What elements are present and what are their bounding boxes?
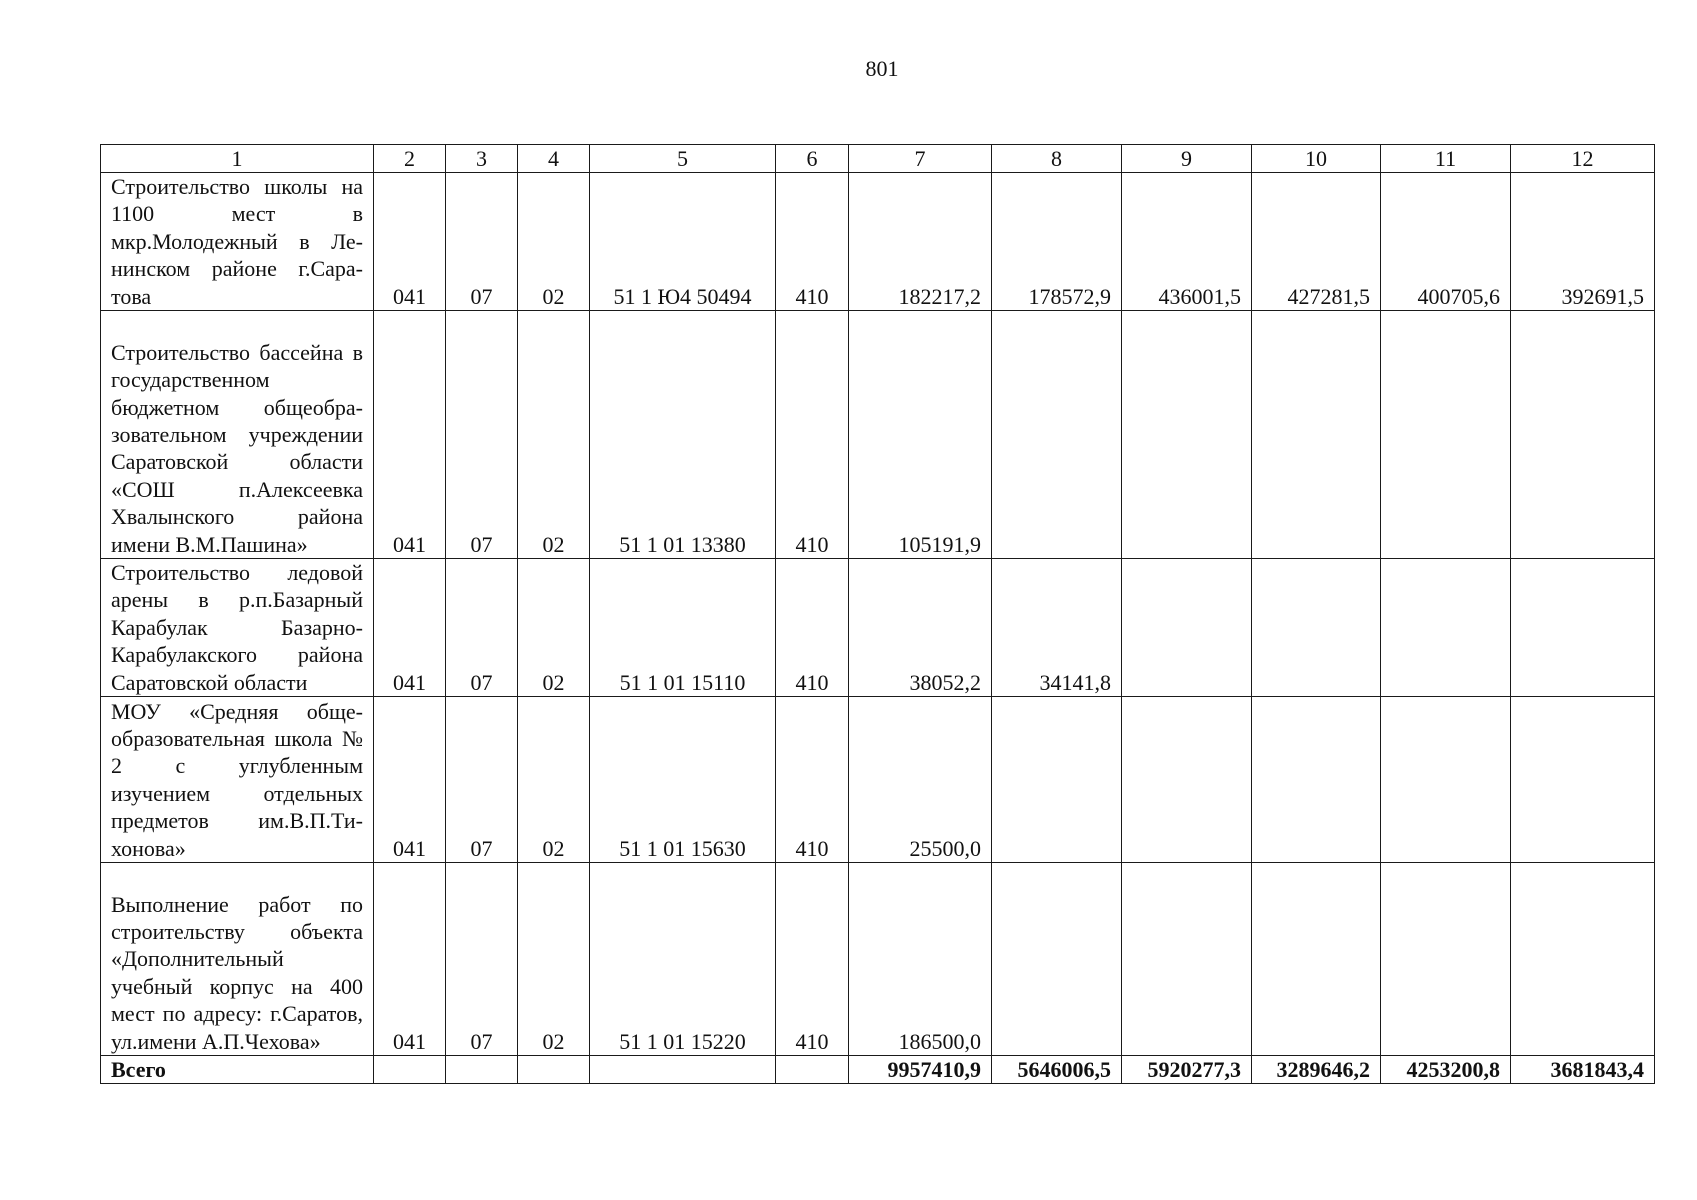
section-code-cell: 07	[446, 311, 518, 559]
object-name-cell: Строительство школы на 1100 мест в мкр.Молодежный в Ленинском районе г.Саратова	[101, 173, 374, 311]
column-header: 8	[992, 145, 1122, 173]
ministry-code-cell: 041	[374, 863, 446, 1056]
column-header: 5	[590, 145, 776, 173]
amount-cell: 427281,5	[1252, 173, 1381, 311]
amount-cell: 392691,5	[1511, 173, 1655, 311]
empty-cell	[446, 1056, 518, 1084]
table-row	[101, 697, 1655, 863]
expense-type-cell: 410	[776, 697, 849, 863]
target-article-cell: 51 1 01 15220	[590, 863, 776, 1056]
ministry-code-cell: 041	[374, 173, 446, 311]
subsection-code-cell: 02	[518, 173, 590, 311]
amount-cell: 182217,2	[849, 173, 992, 311]
total-amount-cell: 3681843,4	[1511, 1056, 1655, 1084]
amount-cell	[1122, 311, 1252, 559]
amount-cell	[1252, 863, 1381, 1056]
amount-cell: 178572,9	[992, 173, 1122, 311]
amount-cell	[1122, 697, 1252, 863]
amount-cell: 25500,0	[849, 697, 992, 863]
column-header: 1	[101, 145, 374, 173]
column-header: 7	[849, 145, 992, 173]
amount-cell	[992, 311, 1122, 559]
table-row	[101, 173, 1655, 311]
amount-cell	[1381, 863, 1511, 1056]
expense-type-cell: 410	[776, 559, 849, 697]
amount-cell	[1381, 559, 1511, 697]
target-article-cell: 51 1 01 13380	[590, 311, 776, 559]
empty-cell	[776, 1056, 849, 1084]
amount-cell	[1381, 311, 1511, 559]
amount-cell	[1252, 697, 1381, 863]
amount-cell	[1511, 311, 1655, 559]
ministry-code-cell: 041	[374, 559, 446, 697]
total-amount-cell: 4253200,8	[1381, 1056, 1511, 1084]
amount-cell	[1511, 863, 1655, 1056]
object-name-cell: Выполнение работ по строительству объекта «Дополнительный учебный корпус на 400 мест по адресу: г.Саратов, ул.имени А.П.Чехова»	[101, 863, 374, 1056]
page-number: 801	[865, 56, 899, 81]
subsection-code-cell: 02	[518, 311, 590, 559]
section-code-cell: 07	[446, 173, 518, 311]
section-code-cell: 07	[446, 863, 518, 1056]
section-code-cell: 07	[446, 697, 518, 863]
total-amount-cell: 5646006,5	[992, 1056, 1122, 1084]
total-row	[101, 1056, 1655, 1084]
amount-cell	[1511, 559, 1655, 697]
target-article-cell: 51 1 Ю4 50494	[590, 173, 776, 311]
target-article-cell: 51 1 01 15110	[590, 559, 776, 697]
subsection-code-cell: 02	[518, 863, 590, 1056]
amount-cell: 186500,0	[849, 863, 992, 1056]
empty-cell	[374, 1056, 446, 1084]
amount-cell: 436001,5	[1122, 173, 1252, 311]
amount-cell	[1381, 697, 1511, 863]
amount-cell	[1122, 863, 1252, 1056]
expense-type-cell: 410	[776, 863, 849, 1056]
target-article-cell: 51 1 01 15630	[590, 697, 776, 863]
amount-cell	[992, 697, 1122, 863]
amount-cell: 34141,8	[992, 559, 1122, 697]
subsection-code-cell: 02	[518, 697, 590, 863]
object-name-cell: МОУ «Средняя общеобразовательная школа № 2 с углубленным изучением отдельных предметов им.В.П.Тихонова»	[101, 697, 374, 863]
column-header: 3	[446, 145, 518, 173]
object-name-cell: Строительство ледовой арены в р.п.Базарный Карабулак Базарно-Карабулакского района Саратовской области	[101, 559, 374, 697]
amount-cell: 105191,9	[849, 311, 992, 559]
column-header: 9	[1122, 145, 1252, 173]
total-amount-cell: 9957410,9	[849, 1056, 992, 1084]
total-amount-cell: 3289646,2	[1252, 1056, 1381, 1084]
amount-cell	[1252, 559, 1381, 697]
amount-cell	[992, 863, 1122, 1056]
object-name-cell: Строительство бассейна в государственном бюджетном общеобразовательном учреждении Саратовской области «СОШ п.Алексеевка Хвалынского района имени В.М.Пашина»	[101, 311, 374, 559]
column-header: 11	[1381, 145, 1511, 173]
section-code-cell: 07	[446, 559, 518, 697]
amount-cell	[1122, 559, 1252, 697]
column-header: 10	[1252, 145, 1381, 173]
table-row	[101, 559, 1655, 697]
column-header: 2	[374, 145, 446, 173]
ministry-code-cell: 041	[374, 311, 446, 559]
ministry-code-cell: 041	[374, 697, 446, 863]
column-header: 4	[518, 145, 590, 173]
table-row	[101, 863, 1655, 1056]
amount-cell: 400705,6	[1381, 173, 1511, 311]
total-amount-cell: 5920277,3	[1122, 1056, 1252, 1084]
column-header: 6	[776, 145, 849, 173]
amount-cell: 38052,2	[849, 559, 992, 697]
subsection-code-cell: 02	[518, 559, 590, 697]
amount-cell	[1511, 697, 1655, 863]
column-header: 12	[1511, 145, 1655, 173]
table-header-row	[101, 145, 1655, 173]
empty-cell	[518, 1056, 590, 1084]
empty-cell	[590, 1056, 776, 1084]
expense-type-cell: 410	[776, 173, 849, 311]
table-row	[101, 311, 1655, 559]
expense-type-cell: 410	[776, 311, 849, 559]
total-label: Всего	[101, 1056, 374, 1084]
amount-cell	[1252, 311, 1381, 559]
budget-table	[100, 144, 1655, 1084]
